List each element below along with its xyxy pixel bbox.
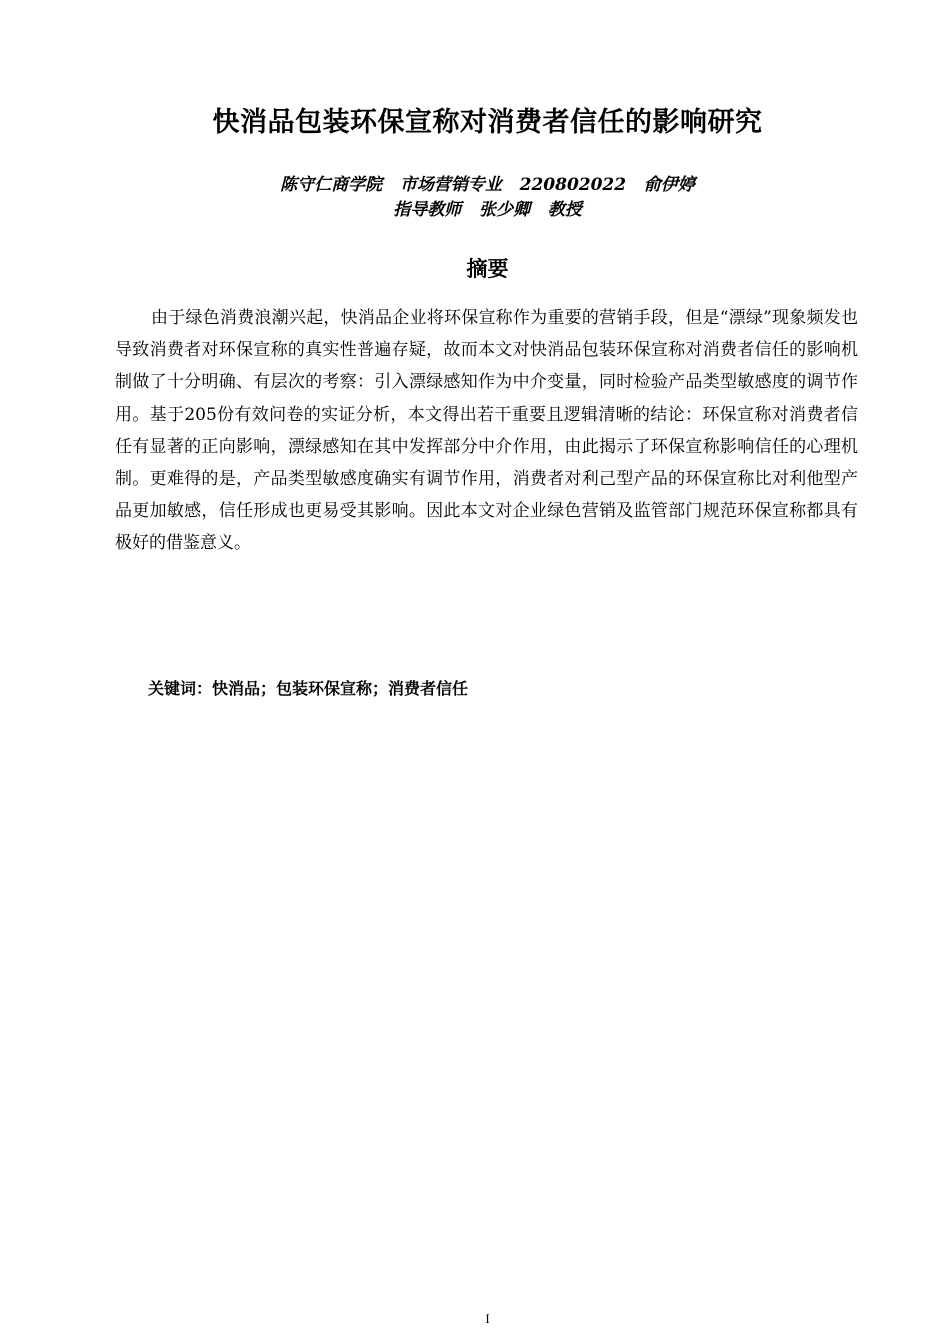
abstract-paragraph: 由于绿色消费浪潮兴起，快消品企业将环保宣称作为重要的营销手段，但是“漂绿”现象频发也导致消费者对环保宣称的真实性普遍存疑，故而本文对快消品包装环保宣称对消费者信任的影响机制做了十分明确、有层次的考察：引入漂绿感知作为中介变量，同时检验产品类型敏感度的调节作用。基于205份有效问卷的实证分析，本文得出若干重要且逻辑清晰的结论：环保宣称对消费者信任有显著的正向影响，漂绿感知在其中发挥部分中介作用，由此揭示了环保宣称影响信任的心理机制。更难得的是，产品类型敏感度确实有调节作用，消费者对利己型产品的环保宣称比对利他型产品更加敏感，信任形成也更易受其影响。因此本文对企业绿色营销及监管部门规范环保宣称都具有极好的借鉴意义。 [115,308,858,554]
page-number: I [485,1311,490,1326]
advisor-info: 指导教师 张少卿 教授 [393,200,582,220]
paper-title: 快消品包装环保宣称对消费者信任的影响研究 [212,107,763,138]
author-info: 陈守仁商学院 市场营销专业 220802022 俞伊婷 [280,175,695,195]
keywords-line: 关键词：快消品；包装环保宣称；消费者信任 [148,679,469,698]
abstract-heading: 摘要 [466,257,509,281]
